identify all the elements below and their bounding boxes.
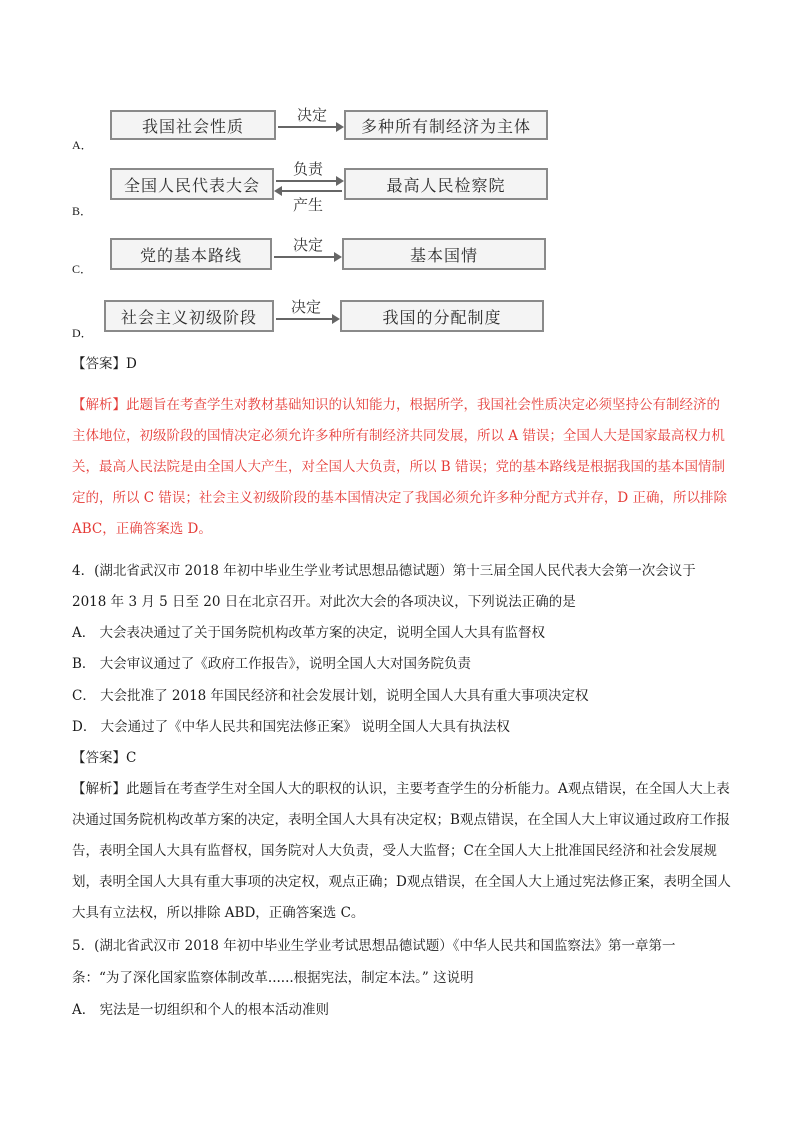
q5-stem-line1: 5．(湖北省武汉市 2018 年初中毕业生学业考试思想品德试题）《中华人民共和国监察法》第一章第一 — [72, 938, 676, 954]
q5-option-a: A． 宪法是一切组织和个人的根本活动准则 — [72, 1002, 330, 1018]
option-b-relation-top: 负责 — [292, 160, 323, 178]
q3-analysis-text: 此题旨在考查学生对教材基础知识的认知能力，根据所学，我国社会性质决定必须坚持公有制经济的主体地位，初级阶段的国情决定必须允许多种所有制经济共同发展，所以 A 错误；全国人大是国家最高权力机关，最高人民法院是由全国人大产生，对全国人大负责，所以 B 错误；党的基本路线是根据我国的基本国情制定的，所以 C 错误；社会主义初级阶段的基本国情决定了我国必须允许多种分配方式并存，D 正确，所以排除 ABC，正确答案选 D。 — [72, 397, 728, 537]
option-b-letter: B． — [72, 204, 93, 218]
option-c-letter: C． — [72, 262, 93, 276]
option-b-right-box: 最高人民检察院 — [344, 168, 548, 200]
q3-analysis-tag: 【解析】 — [72, 397, 126, 413]
q4-option-c: C． 大会批准了 2018 年国民经济和社会发展计划，说明全国人大具有重大事项决定权 — [72, 688, 589, 704]
option-d-letter: D． — [72, 326, 93, 340]
option-c-left-box: 党的基本路线 — [110, 238, 272, 270]
option-b-arrow-right — [276, 180, 342, 182]
option-b-relation-bottom: 产生 — [292, 196, 323, 214]
q3-analysis — [72, 390, 732, 545]
option-b-left-box: 全国人民代表大会 — [110, 168, 274, 200]
option-a-right-box: 多种所有制经济为主体 — [344, 110, 548, 140]
option-a-left-box: 我国社会性质 — [110, 110, 276, 140]
option-d-arrow — [276, 318, 338, 320]
option-b-arrow-left — [276, 190, 342, 192]
q4-answer: 【答案】C — [72, 750, 137, 766]
option-c-arrow — [274, 256, 340, 258]
q4-stem-line2: 2018 年 3 月 5 日至 20 日在北京召开。对此次大会的各项决议，下列说法正确的是 — [72, 594, 576, 610]
option-c-relation: 决定 — [292, 236, 323, 254]
option-d-right-box: 我国的分配制度 — [340, 300, 544, 332]
q4-analysis: 【解析】此题旨在考查学生对全国人大的职权的认识，主要考查学生的分析能力。A观点错误，在全国人大上表决通过国务院机构改革方案的决定，表明全国人大具有决定权；B观点错误，在全国人大上审议通过政府工作报告，表明全国人大具有监督权，国务院对人大负责，受人大监督；C在全国人大上批准国民经济和社会发展规划，表明全国人大具有重大事项的决定权，观点正确；D观点错误，在全国人大上通过宪法修正案，表明全国人大具有立法权，所以排除 ABD，正确答案选 C。 — [72, 781, 731, 921]
option-a-arrow — [278, 126, 342, 128]
option-a-relation: 决定 — [296, 106, 327, 124]
q3-answer: 【答案】D — [72, 356, 137, 372]
option-d-left-box: 社会主义初级阶段 — [104, 300, 274, 332]
q4-option-b: B． 大会审议通过了《政府工作报告》，说明全国人大对国务院负责 — [72, 656, 471, 672]
q4-option-a: A． 大会表决通过了关于国务院机构改革方案的决定，说明全国人大具有监督权 — [72, 625, 546, 641]
option-a-letter: A． — [72, 138, 93, 152]
q4-stem-line1: 4．(湖北省武汉市 2018 年初中毕业生学业考试思想品德试题）第十三届全国人民代表大会第一次会议于 — [72, 563, 696, 579]
option-c-right-box: 基本国情 — [342, 238, 546, 270]
q5-stem-line2: 条：“为了深化国家监察体制改革......根据宪法，制定本法。” 这说明 — [72, 970, 474, 986]
option-d-relation: 决定 — [290, 298, 321, 316]
q4-option-d: D． 大会通过了《中华人民共和国宪法修正案》 说明全国人大具有执法权 — [72, 719, 510, 735]
